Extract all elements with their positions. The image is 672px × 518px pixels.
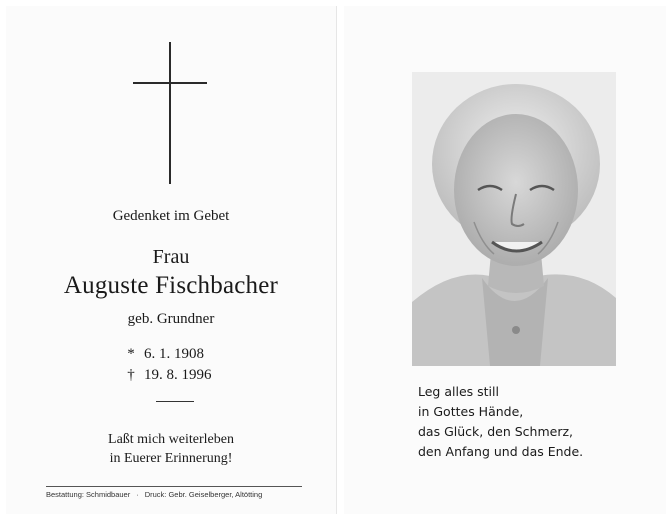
birth-row	[126, 344, 212, 365]
portrait-photo	[412, 72, 616, 366]
maiden-name: geb. Grundner	[127, 311, 215, 327]
dates	[126, 344, 212, 386]
motto-line-2: in Euerer Erinnerung!	[109, 451, 233, 466]
footer	[46, 490, 316, 499]
poem	[418, 382, 583, 462]
poem-line-2: in Gottes Hände,	[418, 404, 524, 419]
cross-icon-bar	[133, 82, 207, 84]
portrait-image	[412, 72, 616, 366]
footer-printer: Druck: Gebr. Geiselberger, Altötting	[144, 490, 263, 499]
motto-line-1: Laßt mich weiterleben	[108, 432, 234, 447]
death-row	[126, 365, 212, 386]
footer-rule	[46, 486, 302, 487]
poem-line-4: den Anfang und das Ende.	[418, 444, 584, 459]
birth-date: 6. 1. 1908	[144, 346, 204, 362]
title: Frau	[152, 246, 190, 268]
poem-line-3: das Glück, den Schmerz,	[418, 424, 574, 439]
cross-icon	[169, 42, 171, 184]
footer-separator: ·	[136, 490, 139, 499]
death-date: 19. 8. 1996	[144, 367, 212, 383]
right-panel	[344, 6, 666, 514]
poem-line-1: Leg alles still	[418, 384, 499, 399]
deceased-name: Auguste Fischbacher	[63, 272, 279, 299]
divider	[156, 401, 194, 402]
birth-symbol: *	[127, 346, 135, 362]
death-symbol: †	[127, 367, 135, 383]
heading: Gedenket im Gebet	[112, 208, 230, 224]
left-panel	[6, 6, 336, 514]
footer-funeral-home: Bestattung: Schmidbauer	[46, 490, 131, 499]
